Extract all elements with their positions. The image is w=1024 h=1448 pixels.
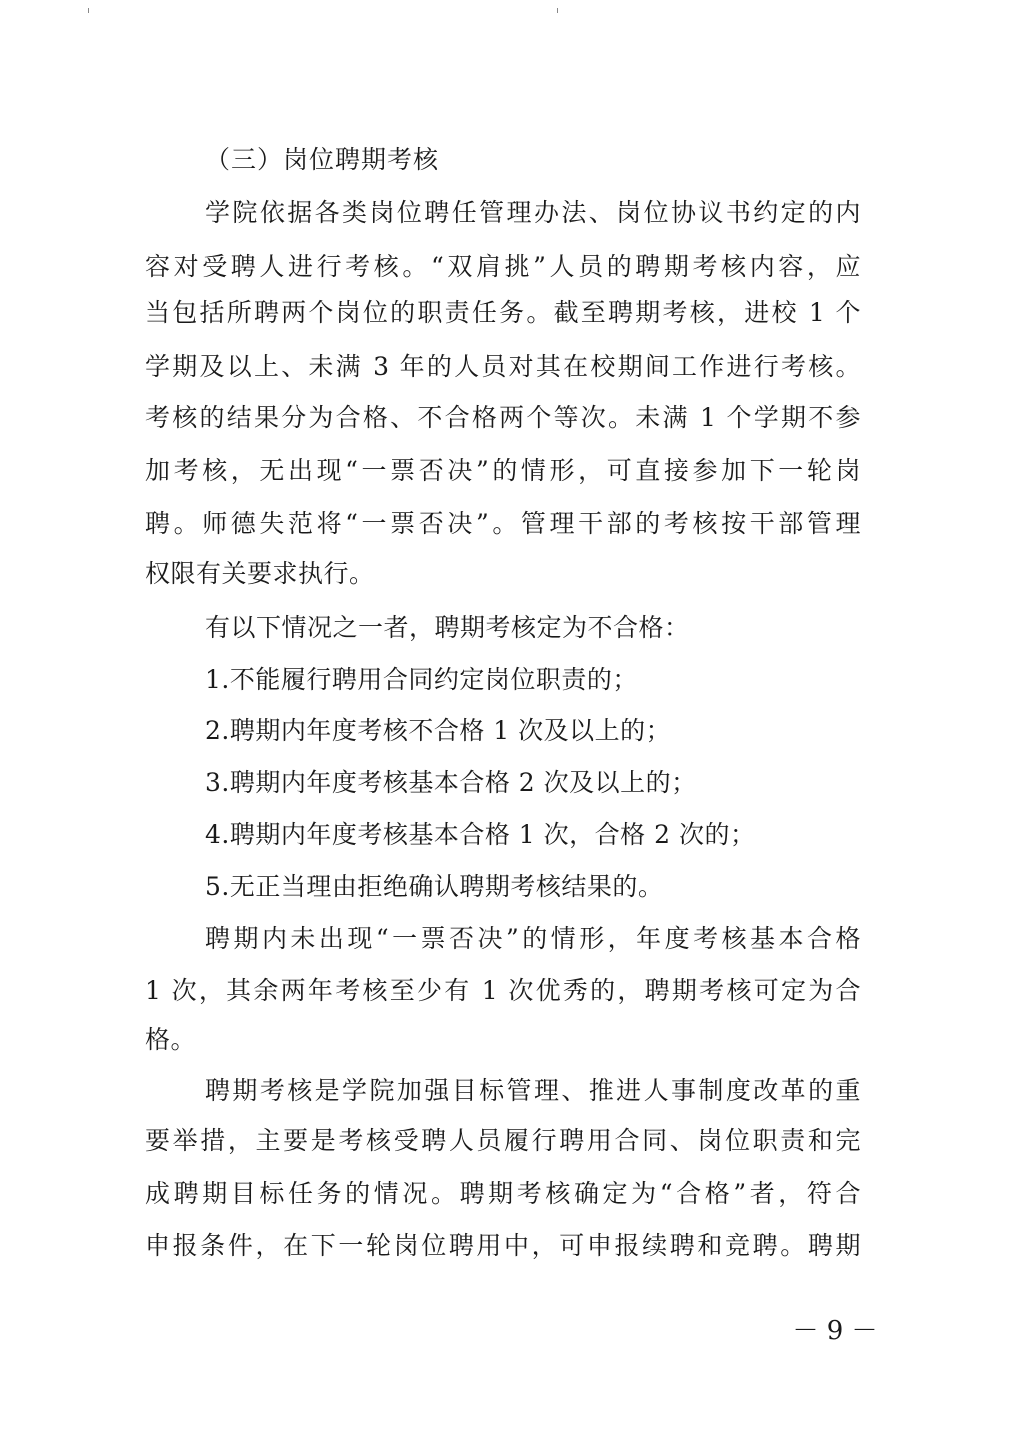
paragraph-line: 聘。师德失范将“一票否决”。管理干部的考核按干部管理 — [145, 509, 861, 538]
list-item: 2.聘期内年度考核不合格 1 次及以上的； — [205, 716, 672, 745]
paragraph-line: 学期及以上、未满 3 年的人员对其在校期间工作进行考核。 — [145, 352, 861, 381]
paragraph-line: 申报条件，在下一轮岗位聘用中，可申报续聘和竞聘。聘期 — [145, 1231, 861, 1260]
scan-mark — [88, 8, 89, 13]
section-heading: （三）岗位聘期考核 — [205, 145, 440, 174]
list-item: 3.聘期内年度考核基本合格 2 次及以上的； — [205, 768, 697, 797]
paragraph-line: 成聘期目标任务的情况。聘期考核确定为“合格”者，符合 — [145, 1179, 861, 1208]
list-item: 4.聘期内年度考核基本合格 1 次，合格 2 次的； — [205, 820, 756, 849]
paragraph-line: 格。 — [145, 1025, 197, 1054]
paragraph-line: 1 次，其余两年考核至少有 1 次优秀的，聘期考核可定为合 — [145, 976, 861, 1005]
paragraph-line: 权限有关要求执行。 — [145, 559, 375, 588]
paragraph-line: 聘期内未出现“一票否决”的情形，年度考核基本合格 — [205, 924, 861, 953]
scan-mark — [557, 8, 558, 13]
paragraph-line: 当包括所聘两个岗位的职责任务。截至聘期考核，进校 1 个 — [145, 298, 861, 327]
paragraph-line: 有以下情况之一者，聘期考核定为不合格： — [205, 613, 690, 642]
paragraph-line: 加考核，无出现“一票否决”的情形，可直接参加下一轮岗 — [145, 456, 861, 485]
list-item: 1.不能履行聘用合同约定岗位职责的； — [205, 665, 638, 694]
paragraph-line: 要举措，主要是考核受聘人员履行聘用合同、岗位职责和完 — [145, 1126, 861, 1155]
page-number: － 9 － — [792, 1316, 878, 1346]
paragraph-line: 容对受聘人进行考核。“双肩挑”人员的聘期考核内容，应 — [145, 252, 861, 281]
paragraph-line: 聘期考核是学院加强目标管理、推进人事制度改革的重 — [205, 1076, 861, 1105]
paragraph-line: 考核的结果分为合格、不合格两个等次。未满 1 个学期不参 — [145, 403, 861, 432]
list-item: 5.无正当理由拒绝确认聘期考核结果的。 — [205, 872, 664, 901]
paragraph-line: 学院依据各类岗位聘任管理办法、岗位协议书约定的内 — [205, 198, 861, 227]
